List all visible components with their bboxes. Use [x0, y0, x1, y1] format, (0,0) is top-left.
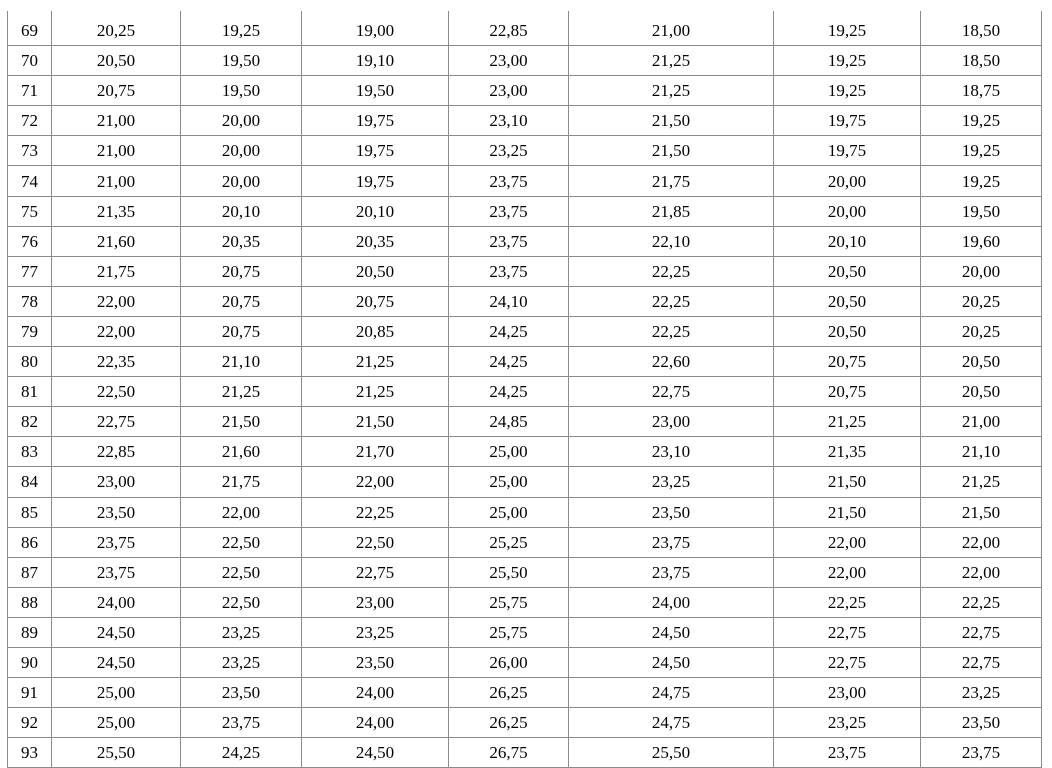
value-cell: 21,50 [302, 407, 449, 437]
value-cell: 24,50 [302, 738, 449, 768]
value-cell: 22,75 [569, 377, 774, 407]
value-cell: 20,00 [774, 166, 921, 196]
value-cell: 22,35 [52, 347, 181, 377]
value-cell: 25,50 [449, 557, 569, 587]
value-cell: 18,75 [921, 76, 1042, 106]
value-cell: 20,10 [302, 196, 449, 226]
value-cell: 19,25 [181, 16, 302, 46]
value-cell: 19,00 [302, 16, 449, 46]
value-cell: 22,75 [774, 647, 921, 677]
value-cell: 21,85 [569, 196, 774, 226]
value-cell: 20,35 [302, 226, 449, 256]
value-cell: 20,75 [302, 286, 449, 316]
value-cell: 21,50 [774, 497, 921, 527]
row-index-cell: 84 [8, 467, 52, 497]
row-index-cell: 85 [8, 497, 52, 527]
value-cell: 19,60 [921, 226, 1042, 256]
value-cell: 23,75 [921, 738, 1042, 768]
row-index-cell: 73 [8, 136, 52, 166]
table-row [8, 678, 1042, 708]
value-cell: 20,50 [302, 256, 449, 286]
row-index-cell: 89 [8, 617, 52, 647]
value-cell: 25,75 [449, 617, 569, 647]
table-row [8, 467, 1042, 497]
value-cell: 24,25 [449, 316, 569, 346]
row-index-cell: 71 [8, 76, 52, 106]
table-row [8, 377, 1042, 407]
value-cell: 19,25 [921, 136, 1042, 166]
value-cell: 19,25 [921, 106, 1042, 136]
row-index-cell: 87 [8, 557, 52, 587]
value-cell: 24,50 [569, 647, 774, 677]
value-cell: 25,00 [52, 678, 181, 708]
value-cell: 22,50 [302, 527, 449, 557]
value-cell: 22,25 [774, 587, 921, 617]
value-cell: 20,75 [774, 347, 921, 377]
value-cell: 24,00 [302, 678, 449, 708]
value-cell: 22,00 [774, 557, 921, 587]
value-cell: 22,10 [569, 226, 774, 256]
table-row [8, 647, 1042, 677]
value-cell: 21,70 [302, 437, 449, 467]
value-cell: 22,50 [181, 527, 302, 557]
value-cell: 20,75 [181, 256, 302, 286]
value-cell: 21,60 [52, 226, 181, 256]
value-cell: 23,75 [52, 527, 181, 557]
value-cell: 23,25 [569, 467, 774, 497]
row-index-cell: 90 [8, 647, 52, 677]
value-cell: 19,75 [302, 166, 449, 196]
value-cell: 23,25 [449, 136, 569, 166]
value-cell: 21,35 [52, 196, 181, 226]
value-cell: 20,75 [774, 377, 921, 407]
value-cell: 23,25 [774, 708, 921, 738]
value-cell: 23,75 [449, 256, 569, 286]
value-cell: 21,00 [921, 407, 1042, 437]
value-cell: 20,50 [774, 316, 921, 346]
value-cell: 23,25 [921, 678, 1042, 708]
value-cell: 22,50 [181, 557, 302, 587]
value-cell: 23,75 [449, 196, 569, 226]
value-cell: 23,00 [302, 587, 449, 617]
value-cell: 22,25 [302, 497, 449, 527]
value-cell: 20,50 [921, 377, 1042, 407]
value-cell: 23,50 [181, 678, 302, 708]
value-cell: 22,85 [449, 16, 569, 46]
value-cell: 22,50 [181, 587, 302, 617]
value-cell: 23,00 [774, 678, 921, 708]
value-cell: 19,75 [302, 106, 449, 136]
value-cell: 24,50 [52, 617, 181, 647]
value-cell: 25,00 [449, 437, 569, 467]
value-cell: 21,75 [52, 256, 181, 286]
row-index-cell: 83 [8, 437, 52, 467]
value-cell: 23,75 [449, 226, 569, 256]
value-cell: 23,75 [774, 738, 921, 768]
value-cell: 21,00 [569, 16, 774, 46]
value-cell: 21,50 [569, 106, 774, 136]
value-cell: 22,25 [569, 256, 774, 286]
value-cell: 22,00 [181, 497, 302, 527]
row-index-cell: 82 [8, 407, 52, 437]
value-cell: 24,25 [181, 738, 302, 768]
row-index-cell: 79 [8, 316, 52, 346]
value-cell: 21,25 [569, 46, 774, 76]
value-cell: 19,75 [774, 136, 921, 166]
value-cell: 20,00 [181, 136, 302, 166]
value-cell: 22,00 [302, 467, 449, 497]
table-row [8, 497, 1042, 527]
value-cell: 22,00 [774, 527, 921, 557]
data-table [7, 16, 1042, 768]
value-cell: 26,25 [449, 678, 569, 708]
value-cell: 20,00 [774, 196, 921, 226]
table-row [8, 738, 1042, 768]
value-cell: 20,10 [181, 196, 302, 226]
table-row [8, 256, 1042, 286]
row-index-cell: 88 [8, 587, 52, 617]
row-index-cell: 91 [8, 678, 52, 708]
table-row [8, 226, 1042, 256]
value-cell: 19,25 [774, 46, 921, 76]
value-cell: 20,75 [181, 316, 302, 346]
table-body [8, 16, 1042, 768]
value-cell: 23,50 [302, 647, 449, 677]
value-cell: 24,75 [569, 708, 774, 738]
row-index-cell: 92 [8, 708, 52, 738]
value-cell: 20,50 [52, 46, 181, 76]
table-row [8, 316, 1042, 346]
value-cell: 21,25 [569, 76, 774, 106]
table-row [8, 286, 1042, 316]
row-index-cell: 78 [8, 286, 52, 316]
row-index-cell: 72 [8, 106, 52, 136]
row-index-cell: 86 [8, 527, 52, 557]
table-row [8, 16, 1042, 46]
value-cell: 25,50 [569, 738, 774, 768]
value-cell: 25,00 [52, 708, 181, 738]
row-index-cell: 74 [8, 166, 52, 196]
table-row [8, 708, 1042, 738]
value-cell: 19,25 [921, 166, 1042, 196]
value-cell: 24,50 [52, 647, 181, 677]
value-cell: 21,50 [921, 497, 1042, 527]
row-index-cell: 75 [8, 196, 52, 226]
value-cell: 19,50 [181, 46, 302, 76]
table-row [8, 106, 1042, 136]
value-cell: 21,00 [52, 166, 181, 196]
row-index-cell: 70 [8, 46, 52, 76]
value-cell: 21,60 [181, 437, 302, 467]
value-cell: 22,60 [569, 347, 774, 377]
value-cell: 20,75 [181, 286, 302, 316]
row-index-cell: 93 [8, 738, 52, 768]
value-cell: 21,25 [302, 377, 449, 407]
table-row [8, 347, 1042, 377]
row-index-cell: 81 [8, 377, 52, 407]
value-cell: 22,75 [52, 407, 181, 437]
value-cell: 23,75 [569, 527, 774, 557]
value-cell: 26,75 [449, 738, 569, 768]
value-cell: 24,85 [449, 407, 569, 437]
value-cell: 20,25 [921, 316, 1042, 346]
value-cell: 23,25 [181, 647, 302, 677]
value-cell: 24,00 [52, 587, 181, 617]
value-cell: 20,50 [921, 347, 1042, 377]
value-cell: 23,25 [302, 617, 449, 647]
value-cell: 23,00 [449, 76, 569, 106]
value-cell: 25,00 [449, 497, 569, 527]
value-cell: 20,00 [181, 106, 302, 136]
value-cell: 23,10 [449, 106, 569, 136]
value-cell: 24,00 [302, 708, 449, 738]
value-cell: 22,85 [52, 437, 181, 467]
value-cell: 23,75 [449, 166, 569, 196]
value-cell: 19,50 [921, 196, 1042, 226]
value-cell: 21,10 [181, 347, 302, 377]
value-cell: 22,00 [921, 557, 1042, 587]
value-cell: 22,75 [302, 557, 449, 587]
value-cell: 18,50 [921, 16, 1042, 46]
table-row [8, 557, 1042, 587]
value-cell: 23,50 [921, 708, 1042, 738]
value-cell: 21,50 [181, 407, 302, 437]
value-cell: 23,75 [181, 708, 302, 738]
value-cell: 21,75 [569, 166, 774, 196]
table-row [8, 617, 1042, 647]
value-cell: 21,00 [52, 136, 181, 166]
value-cell: 19,10 [302, 46, 449, 76]
table-row [8, 136, 1042, 166]
value-cell: 22,00 [921, 527, 1042, 557]
table-row [8, 527, 1042, 557]
value-cell: 19,25 [774, 76, 921, 106]
value-cell: 20,25 [52, 16, 181, 46]
value-cell: 19,50 [302, 76, 449, 106]
value-cell: 22,25 [569, 286, 774, 316]
value-cell: 22,75 [921, 647, 1042, 677]
value-cell: 22,25 [921, 587, 1042, 617]
value-cell: 21,25 [921, 467, 1042, 497]
value-cell: 25,25 [449, 527, 569, 557]
value-cell: 23,00 [449, 46, 569, 76]
value-cell: 23,50 [52, 497, 181, 527]
table-row [8, 407, 1042, 437]
value-cell: 21,10 [921, 437, 1042, 467]
value-cell: 21,25 [181, 377, 302, 407]
row-index-cell: 80 [8, 347, 52, 377]
value-cell: 21,25 [774, 407, 921, 437]
value-cell: 18,50 [921, 46, 1042, 76]
value-cell: 20,50 [774, 256, 921, 286]
table-row [8, 196, 1042, 226]
row-index-cell: 76 [8, 226, 52, 256]
value-cell: 21,50 [774, 467, 921, 497]
value-cell: 24,00 [569, 587, 774, 617]
value-cell: 21,75 [181, 467, 302, 497]
value-cell: 19,50 [181, 76, 302, 106]
value-cell: 21,25 [302, 347, 449, 377]
value-cell: 25,75 [449, 587, 569, 617]
value-cell: 23,00 [52, 467, 181, 497]
value-cell: 20,50 [774, 286, 921, 316]
value-cell: 23,25 [181, 617, 302, 647]
value-cell: 20,75 [52, 76, 181, 106]
table-row [8, 587, 1042, 617]
value-cell: 23,75 [569, 557, 774, 587]
value-cell: 24,10 [449, 286, 569, 316]
value-cell: 19,75 [774, 106, 921, 136]
table-row [8, 76, 1042, 106]
value-cell: 21,35 [774, 437, 921, 467]
value-cell: 20,00 [921, 256, 1042, 286]
value-cell: 22,00 [52, 316, 181, 346]
value-cell: 24,25 [449, 377, 569, 407]
value-cell: 19,25 [774, 16, 921, 46]
value-cell: 22,25 [569, 316, 774, 346]
table-row [8, 437, 1042, 467]
value-cell: 21,00 [52, 106, 181, 136]
value-cell: 26,25 [449, 708, 569, 738]
value-cell: 22,50 [52, 377, 181, 407]
table-row [8, 46, 1042, 76]
row-index-cell: 77 [8, 256, 52, 286]
value-cell: 24,75 [569, 678, 774, 708]
value-cell: 20,10 [774, 226, 921, 256]
value-cell: 23,50 [569, 497, 774, 527]
value-cell: 20,85 [302, 316, 449, 346]
value-cell: 20,25 [921, 286, 1042, 316]
value-cell: 22,75 [921, 617, 1042, 647]
value-cell: 23,75 [52, 557, 181, 587]
value-cell: 19,75 [302, 136, 449, 166]
value-cell: 23,10 [569, 437, 774, 467]
value-cell: 22,00 [52, 286, 181, 316]
value-cell: 20,00 [181, 166, 302, 196]
row-index-cell: 69 [8, 16, 52, 46]
value-cell: 25,50 [52, 738, 181, 768]
value-cell: 21,50 [569, 136, 774, 166]
value-cell: 26,00 [449, 647, 569, 677]
value-cell: 25,00 [449, 467, 569, 497]
value-cell: 22,75 [774, 617, 921, 647]
table-row [8, 166, 1042, 196]
value-cell: 24,25 [449, 347, 569, 377]
value-cell: 20,35 [181, 226, 302, 256]
value-cell: 24,50 [569, 617, 774, 647]
value-cell: 23,00 [569, 407, 774, 437]
